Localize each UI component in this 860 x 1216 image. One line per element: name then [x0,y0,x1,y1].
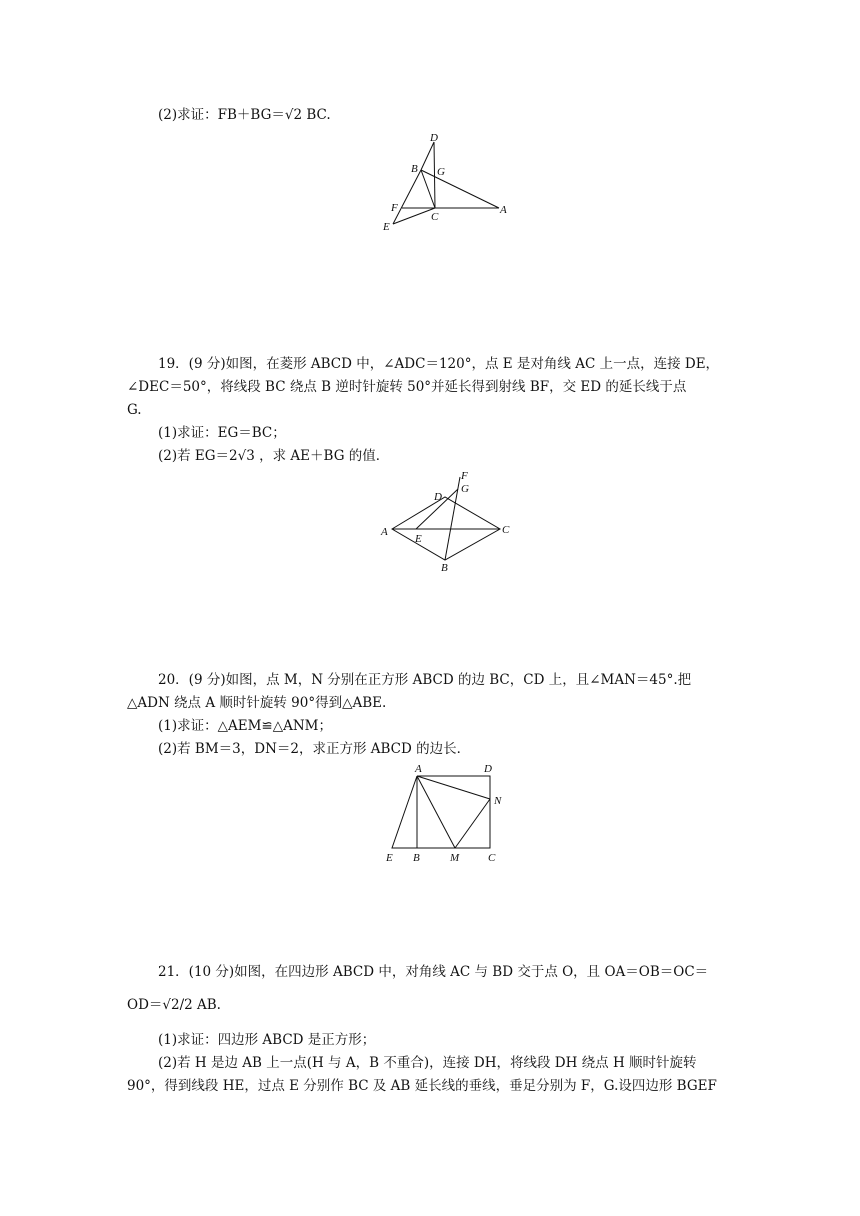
fig19-label-F: F [461,470,468,482]
fig20-label-C: C [488,852,496,864]
problem21-line2: OD＝√2/2 AB. [127,997,221,1013]
fig20-label-N: N [494,795,502,807]
fig18-label-B: B [411,163,418,175]
problem20-line1: 20．(9 分)如图，点 M，N 分别在正方形 ABCD 的边 BC，CD 上，且∠MAN＝45°.把 [158,672,692,688]
problem20-line2: △ADN 绕点 A 顺时针旋转 90°得到△ABE. [127,695,387,711]
problem21-part2-line2: 90°，得到线段 HE，过点 E 分别作 BC 及 AB 延长线的垂线，垂足分别为 F，G.设四边形 BGEF [127,1078,717,1094]
problem19-line3: G. [127,402,142,418]
figure-20 [380,760,510,870]
fig19-label-E: E [415,533,422,545]
problem18-part2: (2)求证：FB＋BG＝√2 BC. [158,107,331,123]
figure-18 [375,130,535,235]
problem20-part2: (2)若 BM＝3，DN＝2，求正方形 ABCD 的边长． [158,741,471,757]
fig18-label-A: A [500,204,507,216]
fig19-label-C: C [502,524,510,536]
fig20-label-B: B [413,852,420,864]
problem19-part2: (2)若 EG＝2√3 ，求 AE＋BG 的值． [158,448,390,464]
fig19-label-G: G [461,483,469,495]
problem19-part1: (1)求证：EG＝BC； [158,425,286,441]
fig20-label-M: M [450,852,460,864]
fig18-label-F: F [391,202,398,214]
fig18-label-D: D [430,132,438,144]
problem20-part1: (1)求证：△AEM≌△ANM； [158,718,333,734]
fig19-label-B: B [441,562,448,574]
problem19-line1: 19．(9 分)如图，在菱形 ABCD 中，∠ADC＝120°，点 E 是对角线 AC 上一点，连接 DE， [158,356,720,372]
fig18-label-G: G [437,166,445,178]
problem21-line1: 21．(10 分)如图，在四边形 ABCD 中，对角线 AC 与 BD 交于点 O，且 OA＝OB＝OC＝ [158,964,709,980]
fig18-label-C: C [431,211,439,223]
fig20-label-D: D [484,763,492,775]
problem21-part2-line1: (2)若 H 是边 AB 上一点(H 与 A，B 不重合)，连接 DH，将线段 DH 绕点 H 顺时针旋转 [158,1055,697,1071]
fig20-label-E: E [386,852,393,864]
fig18-label-E: E [383,221,390,233]
fig19-label-D: D [434,491,442,503]
figure-19 [375,465,525,580]
problem21-part1: (1)求证：四边形 ABCD 是正方形； [158,1032,376,1048]
problem19-line2: ∠DEC＝50°，将线段 BC 绕点 B 逆时针旋转 50°并延长得到射线 BF，交 ED 的延长线于点 [127,379,687,395]
fig20-label-A: A [415,763,422,775]
fig19-label-A: A [381,526,388,538]
